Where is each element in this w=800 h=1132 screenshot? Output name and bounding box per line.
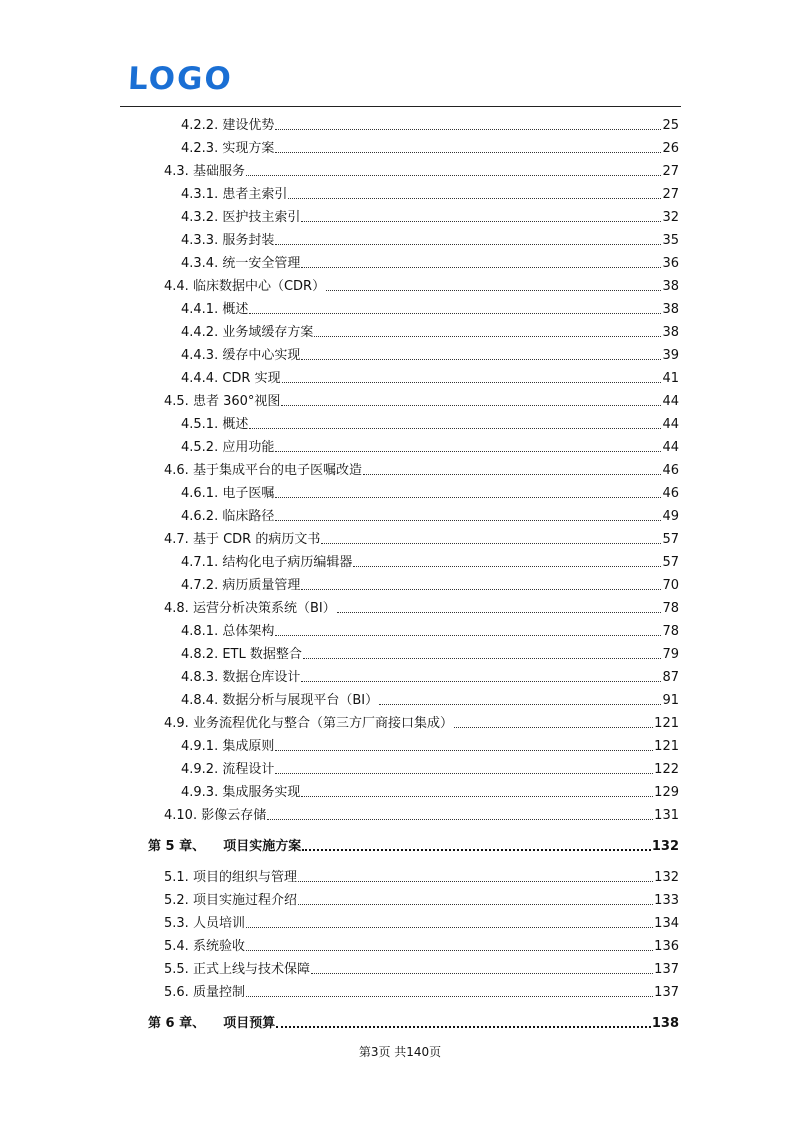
toc-entry-title: 基础服务 <box>192 164 245 179</box>
toc-entry-page: 39 <box>662 348 679 363</box>
toc-leader-dots <box>302 849 651 851</box>
toc-entry[interactable] <box>164 525 679 548</box>
toc-entry-page: 91 <box>662 693 679 708</box>
toc-leader-dots <box>281 405 661 406</box>
toc-leader-dots <box>246 175 661 176</box>
toc-leader-dots <box>321 543 661 544</box>
toc-entry-number: 第 6 章、 <box>148 1016 224 1031</box>
toc-entry-page: 134 <box>654 916 679 931</box>
toc-entry-title: 缓存中心实现 <box>222 348 301 363</box>
toc-entry-page: 27 <box>662 164 679 179</box>
toc-leader-dots <box>298 881 653 882</box>
toc-entry-title: 统一安全管理 <box>222 256 301 271</box>
toc-leader-dots <box>246 950 653 951</box>
toc-leader-dots <box>246 927 653 928</box>
toc-entry-title: 基于 CDR 的病历文书 <box>192 532 321 547</box>
toc-leader-dots <box>288 198 661 199</box>
toc-entry-number: 4.4.4. <box>181 371 223 386</box>
toc-entry[interactable] <box>181 364 679 387</box>
toc-entry-title: 系统验收 <box>192 939 245 954</box>
toc-entry-page: 41 <box>662 371 679 386</box>
toc-leader-dots <box>267 819 653 820</box>
toc-entry-page: 25 <box>662 118 679 133</box>
toc-entry-number: 4.6. <box>164 463 193 478</box>
toc-entry-title: 数据分析与展现平台（BI） <box>222 693 379 708</box>
toc-leader-dots <box>301 589 661 590</box>
company-logo: LOGO <box>127 61 234 97</box>
toc-entry-page: 132 <box>651 839 679 854</box>
toc-entry-title: 病历质量管理 <box>222 578 301 593</box>
toc-entry-number: 4.2.2. <box>181 118 223 133</box>
toc-entry-title: 服务封装 <box>222 233 275 248</box>
toc-entry-number: 4.10. <box>164 808 202 823</box>
toc-entry[interactable] <box>148 1009 679 1032</box>
toc-entry-number: 4.8. <box>164 601 193 616</box>
toc-entry-title: 集成服务实现 <box>222 785 301 800</box>
toc-entry-number: 4.8.4. <box>181 693 223 708</box>
toc-leader-dots <box>275 129 661 130</box>
toc-entry[interactable] <box>164 594 679 617</box>
toc-entry-title: 人员培训 <box>192 916 245 931</box>
toc-entry-page: 78 <box>662 624 679 639</box>
toc-leader-dots <box>311 973 653 974</box>
toc-entry-title: 总体架构 <box>222 624 275 639</box>
toc-entry[interactable] <box>148 832 679 855</box>
toc-entry[interactable] <box>181 755 679 778</box>
toc-entry-title: 结构化电子病历编辑器 <box>222 555 353 570</box>
toc-entry-number: 4.4.1. <box>181 302 223 317</box>
toc-entry-title: CDR 实现 <box>222 371 281 386</box>
toc-entry-title: 概述 <box>222 302 249 317</box>
toc-entry[interactable] <box>181 295 679 318</box>
toc-entry-page: 132 <box>654 870 679 885</box>
toc-entry[interactable] <box>181 548 679 571</box>
toc-entry-page: 70 <box>662 578 679 593</box>
toc-entry-page: 35 <box>662 233 679 248</box>
toc-entry-title: 临床路径 <box>222 509 275 524</box>
toc-entry-page: 32 <box>662 210 679 225</box>
toc-entry[interactable] <box>181 410 679 433</box>
toc-leader-dots <box>326 290 661 291</box>
toc-entry-number: 4.7.2. <box>181 578 223 593</box>
toc-entry[interactable] <box>181 111 679 134</box>
toc-leader-dots <box>246 996 653 997</box>
toc-leader-dots <box>276 1026 651 1028</box>
page-footer: 第3页 共140页 <box>358 1045 442 1059</box>
toc-entry[interactable] <box>181 571 679 594</box>
toc-entry[interactable] <box>181 318 679 341</box>
toc-entry-title: 流程设计 <box>222 762 275 777</box>
toc-entry-number: 4.3. <box>164 164 193 179</box>
toc-entry-number: 5.3. <box>164 916 193 931</box>
toc-entry-page: 136 <box>654 939 679 954</box>
toc-leader-dots <box>314 336 661 337</box>
toc-entry-number: 4.2.3. <box>181 141 223 156</box>
toc-entry-number: 4.9. <box>164 716 193 731</box>
toc-entry-number: 5.1. <box>164 870 193 885</box>
toc-entry-title: 数据仓库设计 <box>222 670 301 685</box>
toc-entry-page: 38 <box>662 325 679 340</box>
toc-leader-dots <box>275 497 661 498</box>
toc-entry-page: 133 <box>654 893 679 908</box>
toc-entry-title: 业务域缓存方案 <box>222 325 314 340</box>
toc-entry-number: 4.8.1. <box>181 624 223 639</box>
toc-entry-number: 5.2. <box>164 893 193 908</box>
toc-entry[interactable] <box>164 801 679 824</box>
toc-entry-number: 4.3.4. <box>181 256 223 271</box>
toc-leader-dots <box>454 727 653 728</box>
toc-entry-number: 4.7.1. <box>181 555 223 570</box>
toc-entry-number: 第 5 章、 <box>148 839 224 854</box>
toc-entry[interactable] <box>181 778 679 801</box>
toc-entry-page: 122 <box>654 762 679 777</box>
toc-entry[interactable] <box>181 502 679 525</box>
toc-entry[interactable] <box>181 663 679 686</box>
toc-leader-dots <box>363 474 661 475</box>
toc-entry-page: 87 <box>662 670 679 685</box>
toc-leader-dots <box>353 566 661 567</box>
toc-entry-title: 医护技主索引 <box>222 210 301 225</box>
toc-entry-title: 实现方案 <box>222 141 275 156</box>
toc-leader-dots <box>275 244 661 245</box>
header-divider <box>120 106 681 107</box>
toc-leader-dots <box>337 612 662 613</box>
toc-entry-number: 4.4.2. <box>181 325 223 340</box>
toc-leader-dots <box>249 428 661 429</box>
toc-entry[interactable] <box>181 249 679 272</box>
toc-entry-title: 概述 <box>222 417 249 432</box>
toc-leader-dots <box>379 704 661 705</box>
toc-entry-number: 5.6. <box>164 985 193 1000</box>
toc-entry-number: 4.3.2. <box>181 210 223 225</box>
toc-entry-page: 38 <box>662 302 679 317</box>
toc-leader-dots <box>249 313 661 314</box>
toc-entry-number: 4.5.1. <box>181 417 223 432</box>
toc-entry-page: 129 <box>654 785 679 800</box>
toc-entry-number: 4.5. <box>164 394 193 409</box>
toc-entry[interactable] <box>164 272 679 295</box>
toc-entry-page: 44 <box>662 417 679 432</box>
toc-entry[interactable] <box>181 640 679 663</box>
toc-entry[interactable] <box>164 387 679 410</box>
toc-entry[interactable] <box>164 886 679 909</box>
toc-leader-dots <box>275 635 661 636</box>
toc-entry-title: 基于集成平台的电子医嘱改造 <box>192 463 362 478</box>
toc-entry[interactable] <box>164 932 679 955</box>
toc-entry[interactable] <box>181 341 679 364</box>
toc-entry-page: 137 <box>654 962 679 977</box>
toc-entry-title: 临床数据中心（CDR） <box>192 279 326 294</box>
toc-entry-page: 49 <box>662 509 679 524</box>
toc-entry-title: 业务流程优化与整合（第三方厂商接口集成） <box>192 716 453 731</box>
toc-entry-title: 运营分析决策系统（BI） <box>192 601 336 616</box>
toc-entry-number: 4.9.3. <box>181 785 223 800</box>
toc-entry-page: 137 <box>654 985 679 1000</box>
toc-entry[interactable] <box>181 732 679 755</box>
toc-entry[interactable] <box>181 203 679 226</box>
toc-entry-page: 44 <box>662 394 679 409</box>
toc-entry-title: 项目实施方案 <box>223 839 302 854</box>
toc-entry-title: 集成原则 <box>222 739 275 754</box>
toc-entry-page: 121 <box>654 716 679 731</box>
toc-entry-title: 建设优势 <box>222 118 275 133</box>
toc-entry-title: ETL 数据整合 <box>222 647 302 662</box>
toc-entry-page: 46 <box>662 463 679 478</box>
toc-entry-page: 138 <box>651 1016 679 1031</box>
toc-leader-dots <box>301 681 661 682</box>
toc-leader-dots <box>282 382 662 383</box>
toc-entry-title: 患者主索引 <box>222 187 288 202</box>
toc-entry-number: 4.4.3. <box>181 348 223 363</box>
toc-entry-number: 4.4. <box>164 279 193 294</box>
toc-entry-number: 4.9.1. <box>181 739 223 754</box>
toc-leader-dots <box>275 451 661 452</box>
toc-entry-title: 患者 360°视图 <box>192 394 281 409</box>
toc-entry-page: 57 <box>662 532 679 547</box>
toc-entry-number: 4.9.2. <box>181 762 223 777</box>
toc-leader-dots <box>275 152 661 153</box>
toc-entry-title: 质量控制 <box>192 985 245 1000</box>
toc-entry[interactable] <box>181 479 679 502</box>
toc-entry-page: 57 <box>662 555 679 570</box>
toc-entry[interactable] <box>164 709 679 732</box>
toc-leader-dots <box>298 904 653 905</box>
toc-entry[interactable] <box>164 978 679 1001</box>
toc-entry-page: 27 <box>662 187 679 202</box>
toc-entry-number: 5.5. <box>164 962 193 977</box>
toc-leader-dots <box>275 773 653 774</box>
toc-entry[interactable] <box>164 909 679 932</box>
toc-entry-title: 项目的组织与管理 <box>192 870 297 885</box>
toc-entry-title: 项目实施过程介绍 <box>192 893 297 908</box>
toc-leader-dots <box>275 520 661 521</box>
toc-entry-page: 79 <box>662 647 679 662</box>
toc-entry-number: 4.5.2. <box>181 440 223 455</box>
toc-entry-number: 4.7. <box>164 532 193 547</box>
toc-entry[interactable] <box>181 433 679 456</box>
toc-entry-page: 46 <box>662 486 679 501</box>
toc-entry-title: 应用功能 <box>222 440 275 455</box>
toc-entry-page: 44 <box>662 440 679 455</box>
toc-leader-dots <box>275 750 653 751</box>
toc-entry[interactable] <box>181 617 679 640</box>
toc-leader-dots <box>301 359 661 360</box>
toc-leader-dots <box>301 221 661 222</box>
toc-entry-title: 电子医嘱 <box>222 486 275 501</box>
toc-entry-number: 4.3.3. <box>181 233 223 248</box>
toc-entry-page: 26 <box>662 141 679 156</box>
toc-entry[interactable] <box>164 456 679 479</box>
toc-entry[interactable] <box>164 157 679 180</box>
toc-entry-title: 项目预算 <box>223 1016 276 1031</box>
toc-entry-number: 4.8.3. <box>181 670 223 685</box>
toc-entry-page: 78 <box>662 601 679 616</box>
toc-leader-dots <box>303 658 662 659</box>
toc-entry-number: 4.8.2. <box>181 647 223 662</box>
toc-entry-page: 121 <box>654 739 679 754</box>
toc-leader-dots <box>301 796 653 797</box>
toc-entry-number: 4.6.2. <box>181 509 223 524</box>
toc-entry[interactable] <box>181 226 679 249</box>
toc-entry-number: 4.6.1. <box>181 486 223 501</box>
toc-entry-title: 正式上线与技术保障 <box>192 962 310 977</box>
toc-entry[interactable] <box>181 180 679 203</box>
toc-leader-dots <box>301 267 661 268</box>
toc-entry[interactable] <box>181 134 679 157</box>
toc-entry-page: 38 <box>662 279 679 294</box>
toc-entry-page: 131 <box>654 808 679 823</box>
toc-entry[interactable] <box>181 686 679 709</box>
toc-entry-number: 4.3.1. <box>181 187 223 202</box>
toc-entry[interactable] <box>164 955 679 978</box>
toc-entry-page: 36 <box>662 256 679 271</box>
toc-entry-number: 5.4. <box>164 939 193 954</box>
toc-entry[interactable] <box>164 863 679 886</box>
toc-entry-title: 影像云存储 <box>201 808 267 823</box>
